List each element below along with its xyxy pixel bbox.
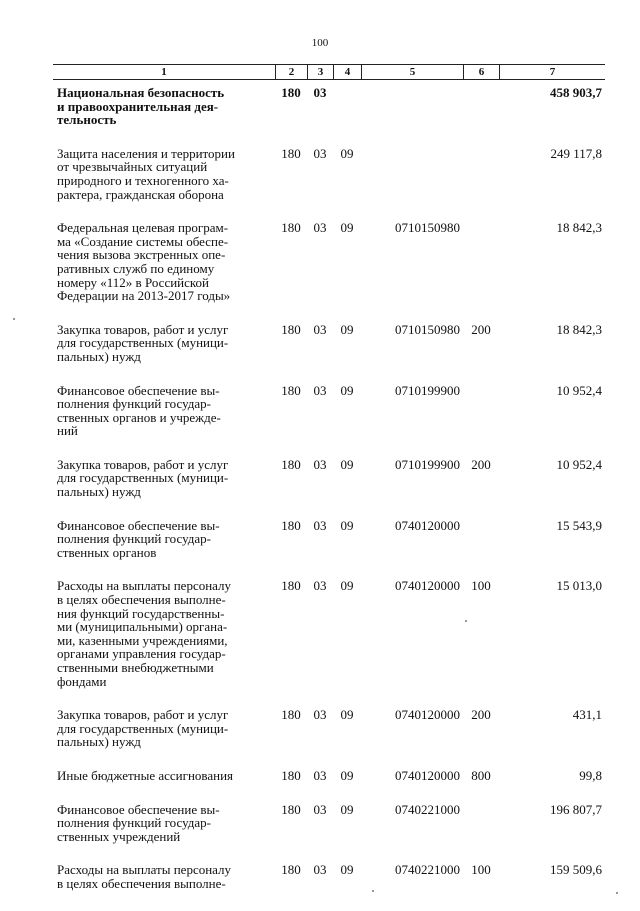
scan-speck xyxy=(13,318,15,320)
row-code-vr xyxy=(463,384,499,438)
page-number: 100 xyxy=(311,37,329,49)
row-code-razdel: 03 xyxy=(313,321,327,337)
row-name-line: органами управления государ- xyxy=(57,646,226,662)
row-name xyxy=(53,579,275,688)
row-code-target: 0740120000 xyxy=(395,517,460,533)
row-name xyxy=(53,458,275,499)
row-code-vr xyxy=(463,519,499,560)
row-name-line: полнения функций государ- xyxy=(57,396,211,412)
row-name-line: Закупка товаров, работ и услуг xyxy=(57,707,229,723)
table-row xyxy=(53,769,605,783)
table-header xyxy=(53,64,605,80)
row-code-ved: 180 xyxy=(281,801,301,817)
table-row xyxy=(53,221,605,303)
row-name-line: Защита населения и территории xyxy=(57,145,235,161)
row-code-target: 0740120000 xyxy=(395,707,460,723)
row-code-vr: 200 xyxy=(471,456,491,472)
row-code-ved: 180 xyxy=(281,145,301,161)
table-row xyxy=(53,86,605,127)
row-name-line: от чрезвычайных ситуаций xyxy=(57,159,208,175)
row-name xyxy=(53,86,275,127)
row-code-podrazdel: 09 xyxy=(340,220,354,236)
row-code-razdel: 03 xyxy=(313,578,327,594)
row-name-line: Закупка товаров, работ и услуг xyxy=(57,456,229,472)
row-code-podrazdel: 09 xyxy=(340,321,354,337)
row-code-ved: 180 xyxy=(281,85,301,100)
row-name xyxy=(53,863,275,890)
row-name-line: ственных органов и учрежде- xyxy=(57,409,221,425)
table-row xyxy=(53,803,605,844)
table-row xyxy=(53,579,605,688)
row-code-razdel: 03 xyxy=(313,517,327,533)
row-amount: 18 842,3 xyxy=(556,220,602,236)
header-col-4: 4 xyxy=(333,65,361,79)
row-name-line: для государственных (муници- xyxy=(57,335,229,351)
table-row xyxy=(53,519,605,560)
row-code-target xyxy=(361,86,463,127)
row-amount: 431,1 xyxy=(572,707,602,723)
row-amount: 18 842,3 xyxy=(556,321,602,337)
row-code-vr: 100 xyxy=(471,862,491,878)
row-code-podrazdel: 09 xyxy=(340,382,354,398)
row-name-line: чения вызова экстренных опе- xyxy=(57,247,226,263)
table-row xyxy=(53,458,605,499)
header-col-6: 6 xyxy=(463,65,499,79)
row-name-line: Национальная безопасность xyxy=(57,85,225,100)
row-code-target: 0740221000 xyxy=(395,801,460,817)
header-col-7: 7 xyxy=(499,65,605,79)
row-code-podrazdel: 09 xyxy=(340,145,354,161)
row-code-razdel: 03 xyxy=(313,145,327,161)
scan-speck xyxy=(465,620,467,622)
row-name-line: полнения функций государ- xyxy=(57,815,211,831)
row-name-line: в целях обеспечения выполне- xyxy=(57,592,226,608)
row-name-line: Федерации на 2013-2017 годы» xyxy=(57,288,231,304)
table-body xyxy=(53,80,605,891)
row-name-line: ния функций государственны- xyxy=(57,605,225,621)
row-name-line: пальных) нужд xyxy=(57,348,141,364)
row-code-target: 0710199900 xyxy=(395,382,460,398)
row-code-razdel: 03 xyxy=(313,85,327,100)
table-row xyxy=(53,384,605,438)
row-code-ved: 180 xyxy=(281,862,301,878)
row-code-vr: 200 xyxy=(471,707,491,723)
row-code-vr: 800 xyxy=(471,767,491,783)
budget-table xyxy=(53,64,605,911)
row-name xyxy=(53,769,275,783)
row-code-podrazdel: 09 xyxy=(340,578,354,594)
row-name-line: полнения функций государ- xyxy=(57,531,211,547)
row-code-razdel: 03 xyxy=(313,220,327,236)
row-code-target: 0710199900 xyxy=(395,456,460,472)
row-name-line: фондами xyxy=(57,673,107,689)
row-name-line: ративных служб по единому xyxy=(57,260,215,276)
row-name-line: Расходы на выплаты персоналу xyxy=(57,862,232,878)
row-name-line: Иные бюджетные ассигнования xyxy=(57,767,234,783)
row-code-razdel: 03 xyxy=(313,382,327,398)
row-name-line: Финансовое обеспечение вы- xyxy=(57,382,220,398)
row-name xyxy=(53,147,275,201)
row-code-vr xyxy=(463,803,499,844)
row-amount: 159 509,6 xyxy=(550,862,602,878)
row-name xyxy=(53,323,275,364)
row-code-podrazdel: 09 xyxy=(340,801,354,817)
row-amount: 15 543,9 xyxy=(556,517,602,533)
row-name-line: ми, казенными учреждениями, xyxy=(57,632,228,648)
row-code-target: 0740221000 xyxy=(395,862,460,878)
row-code-vr: 100 xyxy=(471,578,491,594)
row-code-podrazdel: 09 xyxy=(340,767,354,783)
row-name-line: Федеральная целевая програм- xyxy=(57,220,229,236)
row-code-vr xyxy=(463,86,499,127)
row-code-podrazdel xyxy=(333,86,361,127)
row-code-ved: 180 xyxy=(281,517,301,533)
row-name xyxy=(53,384,275,438)
row-name-line: ственными внебюджетными xyxy=(57,660,214,675)
row-code-vr: 200 xyxy=(471,321,491,337)
row-code-vr xyxy=(463,221,499,303)
row-name-line: ми (муниципальными) органа- xyxy=(57,619,228,635)
row-name-line: в целях обеспечения выполне- xyxy=(57,875,226,891)
header-col-5: 5 xyxy=(361,65,463,79)
row-code-target: 0710150980 xyxy=(395,321,460,337)
row-code-podrazdel: 09 xyxy=(340,517,354,533)
row-code-target xyxy=(361,147,463,201)
row-code-ved: 180 xyxy=(281,456,301,472)
row-name-line: для государственных (муници- xyxy=(57,470,229,486)
row-name-line: номеру «112» в Российской xyxy=(57,274,210,290)
row-code-razdel: 03 xyxy=(313,767,327,783)
row-code-vr xyxy=(463,147,499,201)
row-name-line: ний xyxy=(57,423,78,439)
row-name-line: природного и техногенного ха- xyxy=(57,172,229,188)
row-code-ved: 180 xyxy=(281,578,301,594)
row-name-line: для государственных (муници- xyxy=(57,720,229,736)
row-name-line: пальных) нужд xyxy=(57,734,141,750)
table-row xyxy=(53,147,605,201)
header-col-2: 2 xyxy=(275,65,307,79)
row-code-ved: 180 xyxy=(281,382,301,398)
row-name xyxy=(53,519,275,560)
row-code-podrazdel: 09 xyxy=(340,862,354,878)
scan-speck xyxy=(372,890,374,892)
row-name-line: Финансовое обеспечение вы- xyxy=(57,517,220,533)
row-name-line: Расходы на выплаты персоналу xyxy=(57,578,232,594)
row-code-ved: 180 xyxy=(281,220,301,236)
row-amount: 458 903,7 xyxy=(550,85,602,100)
row-amount: 10 952,4 xyxy=(556,456,602,472)
row-amount: 99,8 xyxy=(579,767,602,783)
row-amount: 10 952,4 xyxy=(556,382,602,398)
row-amount: 249 117,8 xyxy=(550,145,602,161)
scan-speck xyxy=(616,892,618,894)
row-code-target: 0740120000 xyxy=(395,578,460,594)
row-code-ved: 180 xyxy=(281,767,301,783)
row-name-line: тельность xyxy=(57,112,117,128)
header-col-3: 3 xyxy=(307,65,333,79)
row-code-podrazdel: 09 xyxy=(340,456,354,472)
row-code-podrazdel: 09 xyxy=(340,707,354,723)
row-code-razdel: 03 xyxy=(313,707,327,723)
row-code-razdel: 03 xyxy=(313,456,327,472)
row-code-razdel: 03 xyxy=(313,862,327,878)
row-name-line: пальных) нужд xyxy=(57,484,141,500)
row-name xyxy=(53,803,275,844)
row-amount: 196 807,7 xyxy=(550,801,602,817)
row-name-line: и правоохранительная дея- xyxy=(57,98,219,114)
row-name-line: ма «Создание системы обеспе- xyxy=(57,233,229,249)
header-col-1: 1 xyxy=(161,66,167,78)
row-name-line: ственных учреждений xyxy=(57,828,181,844)
row-name-line: Закупка товаров, работ и услуг xyxy=(57,321,229,337)
row-code-ved: 180 xyxy=(281,707,301,723)
table-row xyxy=(53,863,605,890)
row-name-line: Финансовое обеспечение вы- xyxy=(57,801,220,817)
table-row xyxy=(53,708,605,749)
row-name-line: ственных органов xyxy=(57,544,157,560)
row-code-target: 0740120000 xyxy=(395,767,460,783)
row-name-line: рактера, гражданская оборона xyxy=(57,186,224,202)
row-name xyxy=(53,221,275,303)
row-code-razdel: 03 xyxy=(313,801,327,817)
table-row xyxy=(53,323,605,364)
row-code-target: 0710150980 xyxy=(395,220,460,236)
row-code-ved: 180 xyxy=(281,321,301,337)
row-name xyxy=(53,708,275,749)
row-amount: 15 013,0 xyxy=(556,578,602,594)
